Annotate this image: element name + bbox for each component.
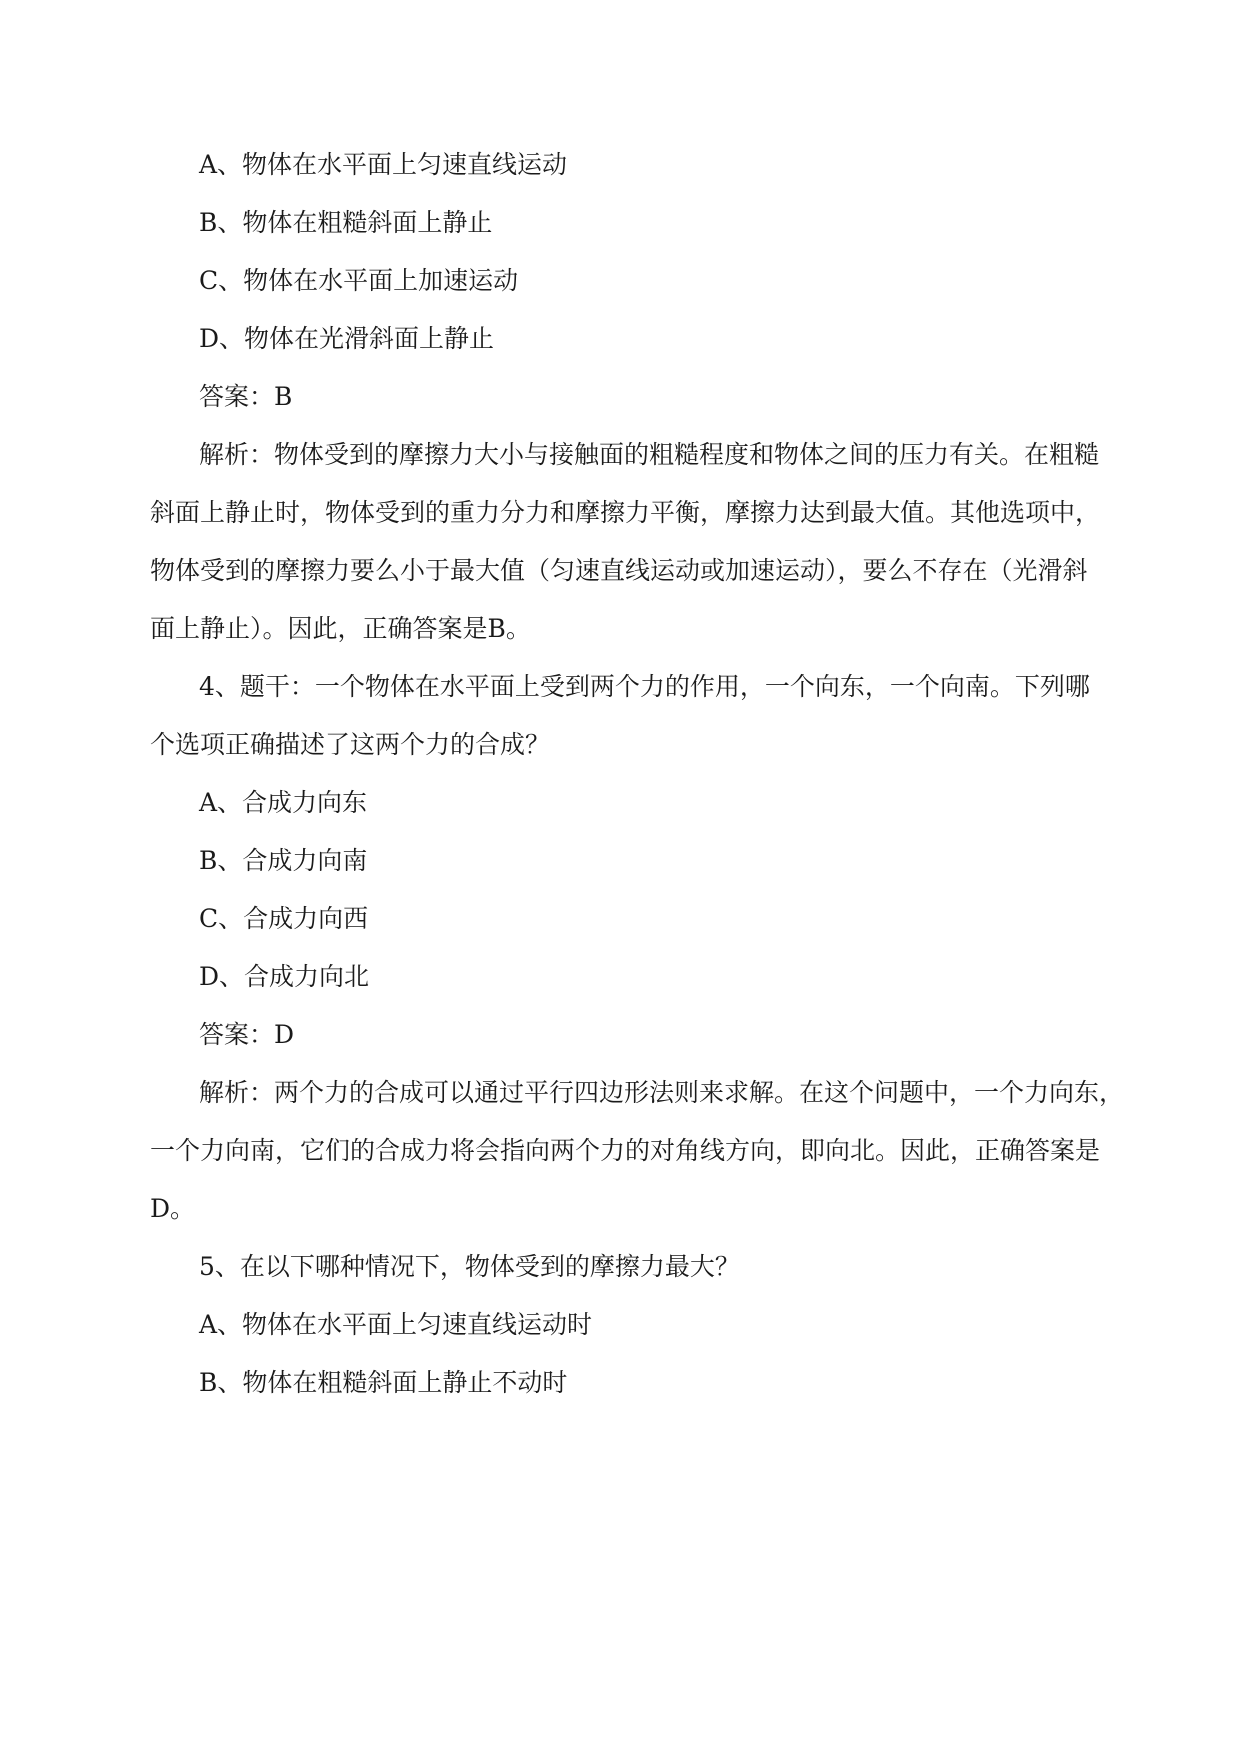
q3-analysis-line-3: 物体受到的摩擦力要么小于最大值（匀速直线运动或加速运动），要么不存在（光滑斜 (150, 556, 1088, 585)
q4-option-c: C、合成力向西 (199, 904, 369, 933)
q5-option-a: A、物体在水平面上匀速直线运动时 (199, 1310, 593, 1339)
q3-option-c: C、物体在水平面上加速运动 (199, 266, 519, 295)
q4-option-a: A、合成力向东 (199, 788, 368, 817)
q4-analysis-line-2: 一个力向南，它们的合成力将会指向两个力的对角线方向，即向北。因此，正确答案是 (150, 1136, 1101, 1165)
q3-option-a: A、物体在水平面上匀速直线运动 (199, 150, 568, 179)
q5-stem: 5、在以下哪种情况下，物体受到的摩擦力最大？ (199, 1252, 740, 1281)
q4-option-d: D、合成力向北 (199, 962, 370, 991)
q3-answer: 答案：B (199, 382, 293, 411)
q3-analysis-line-4: 面上静止）。因此，正确答案是B。 (150, 614, 531, 643)
q3-option-b: B、物体在粗糙斜面上静止 (199, 208, 493, 237)
q3-analysis-line-1: 解析：物体受到的摩擦力大小与接触面的粗糙程度和物体之间的压力有关。在粗糙 (199, 440, 1100, 469)
q4-analysis-line-3: D。 (150, 1194, 196, 1223)
q5-option-b: B、物体在粗糙斜面上静止不动时 (199, 1368, 568, 1397)
q3-analysis-line-2: 斜面上静止时，物体受到的重力分力和摩擦力平衡，摩擦力达到最大值。其他选项中， (150, 498, 1101, 527)
q4-analysis-line-1: 解析：两个力的合成可以通过平行四边形法则来求解。在这个问题中，一个力向东， (199, 1078, 1125, 1107)
q4-stem-line-1: 4、题干：一个物体在水平面上受到两个力的作用，一个向东，一个向南。下列哪 (199, 672, 1090, 701)
q4-option-b: B、合成力向南 (199, 846, 368, 875)
q4-answer: 答案：D (199, 1020, 295, 1049)
q3-option-d: D、物体在光滑斜面上静止 (199, 324, 495, 353)
q4-stem-line-2: 个选项正确描述了这两个力的合成？ (150, 730, 551, 759)
